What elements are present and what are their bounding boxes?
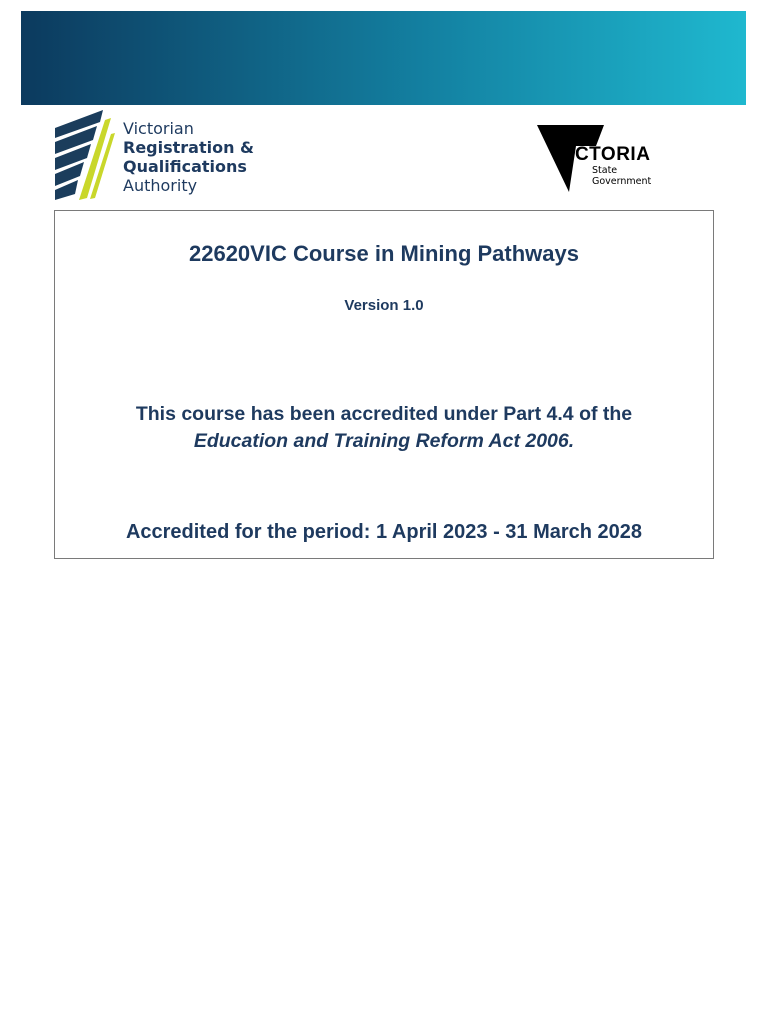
version-label: Version 1.0 [344,297,424,314]
vrqa-line-victorian: Victorian [123,119,194,138]
victoria-government-logo [536,124,666,194]
victoria-wordmark: VICTORIA [556,144,651,165]
header-banner [21,11,746,105]
vrqa-logo [53,108,253,202]
vrqa-line-registration: Registration & [123,138,255,157]
vrqa-line-qualifications: Qualifications [123,157,247,176]
accreditation-statement [55,401,713,455]
vrqa-line-authority: Authority [123,176,198,195]
victoria-subtitle [592,166,651,187]
cover-title-box [54,210,714,559]
vrqa-emblem-icon [53,108,115,202]
accreditation-period: Accredited for the period: 1 April 2023 - 31 March 2028 [125,521,643,543]
accreditation-act: Education and Training Reform Act 2006. [193,430,575,452]
course-title: 22620VIC Course in Mining Pathways [188,241,579,266]
accreditation-line: This course has been accredited under Part 4.4 of the [135,403,633,425]
victoria-sub-government: Government [592,175,652,187]
vrqa-wordmark [123,119,254,195]
banner-gradient [21,11,746,105]
victoria-sub-state: State [592,165,618,176]
